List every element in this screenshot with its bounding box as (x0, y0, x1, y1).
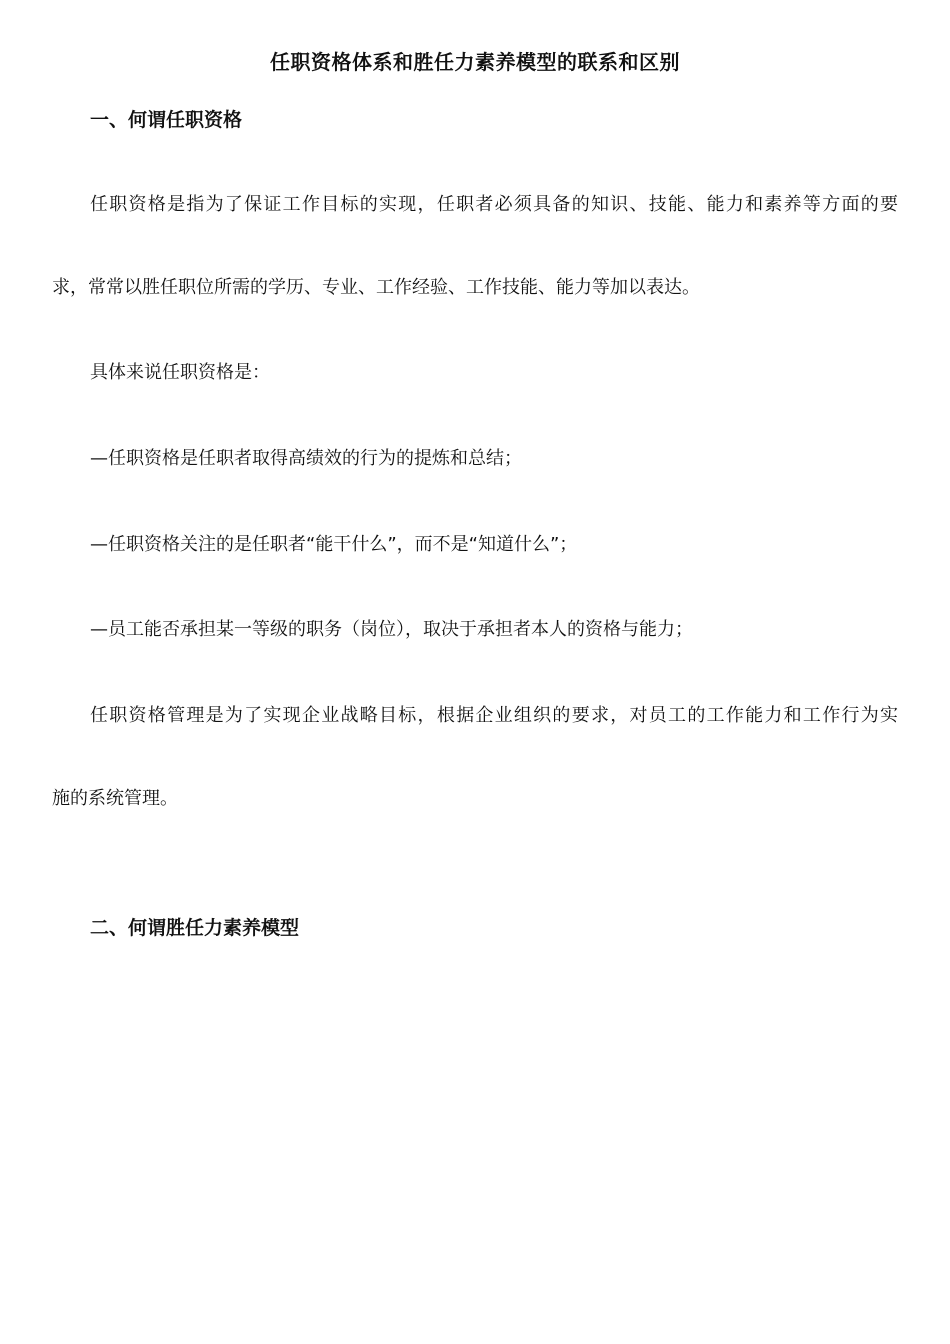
section-heading-2: 二、何谓胜任力素养模型 (90, 917, 300, 939)
paragraph-2-line-1: 任职资格管理是为了实现企业战略目标，根据企业组织的要求，对员工的工作能力和工作行为实 (90, 705, 898, 726)
bullet-point-3: —员工能否承担某一等级的职务（岗位），取决于承担者本人的资格与能力； (90, 619, 693, 640)
section-heading-1: 一、何谓任职资格 (90, 109, 243, 131)
intro-line: 具体来说任职资格是： (90, 362, 270, 383)
document-title: 任职资格体系和胜任力素养模型的联系和区别 (270, 50, 680, 74)
bullet-point-1: —任职资格是任职者取得高绩效的行为的提炼和总结； (90, 448, 522, 469)
paragraph-1-line-2: 求，常常以胜任职位所需的学历、专业、工作经验、工作技能、能力等加以表达。 (52, 277, 700, 298)
paragraph-2-line-2: 施的系统管理。 (52, 788, 178, 809)
paragraph-1-line-1: 任职资格是指为了保证工作目标的实现，任职者必须具备的知识、技能、能力和素养等方面的要 (90, 194, 898, 215)
bullet-point-2: —任职资格关注的是任职者“能干什么”，而不是“知道什么”； (90, 534, 578, 555)
